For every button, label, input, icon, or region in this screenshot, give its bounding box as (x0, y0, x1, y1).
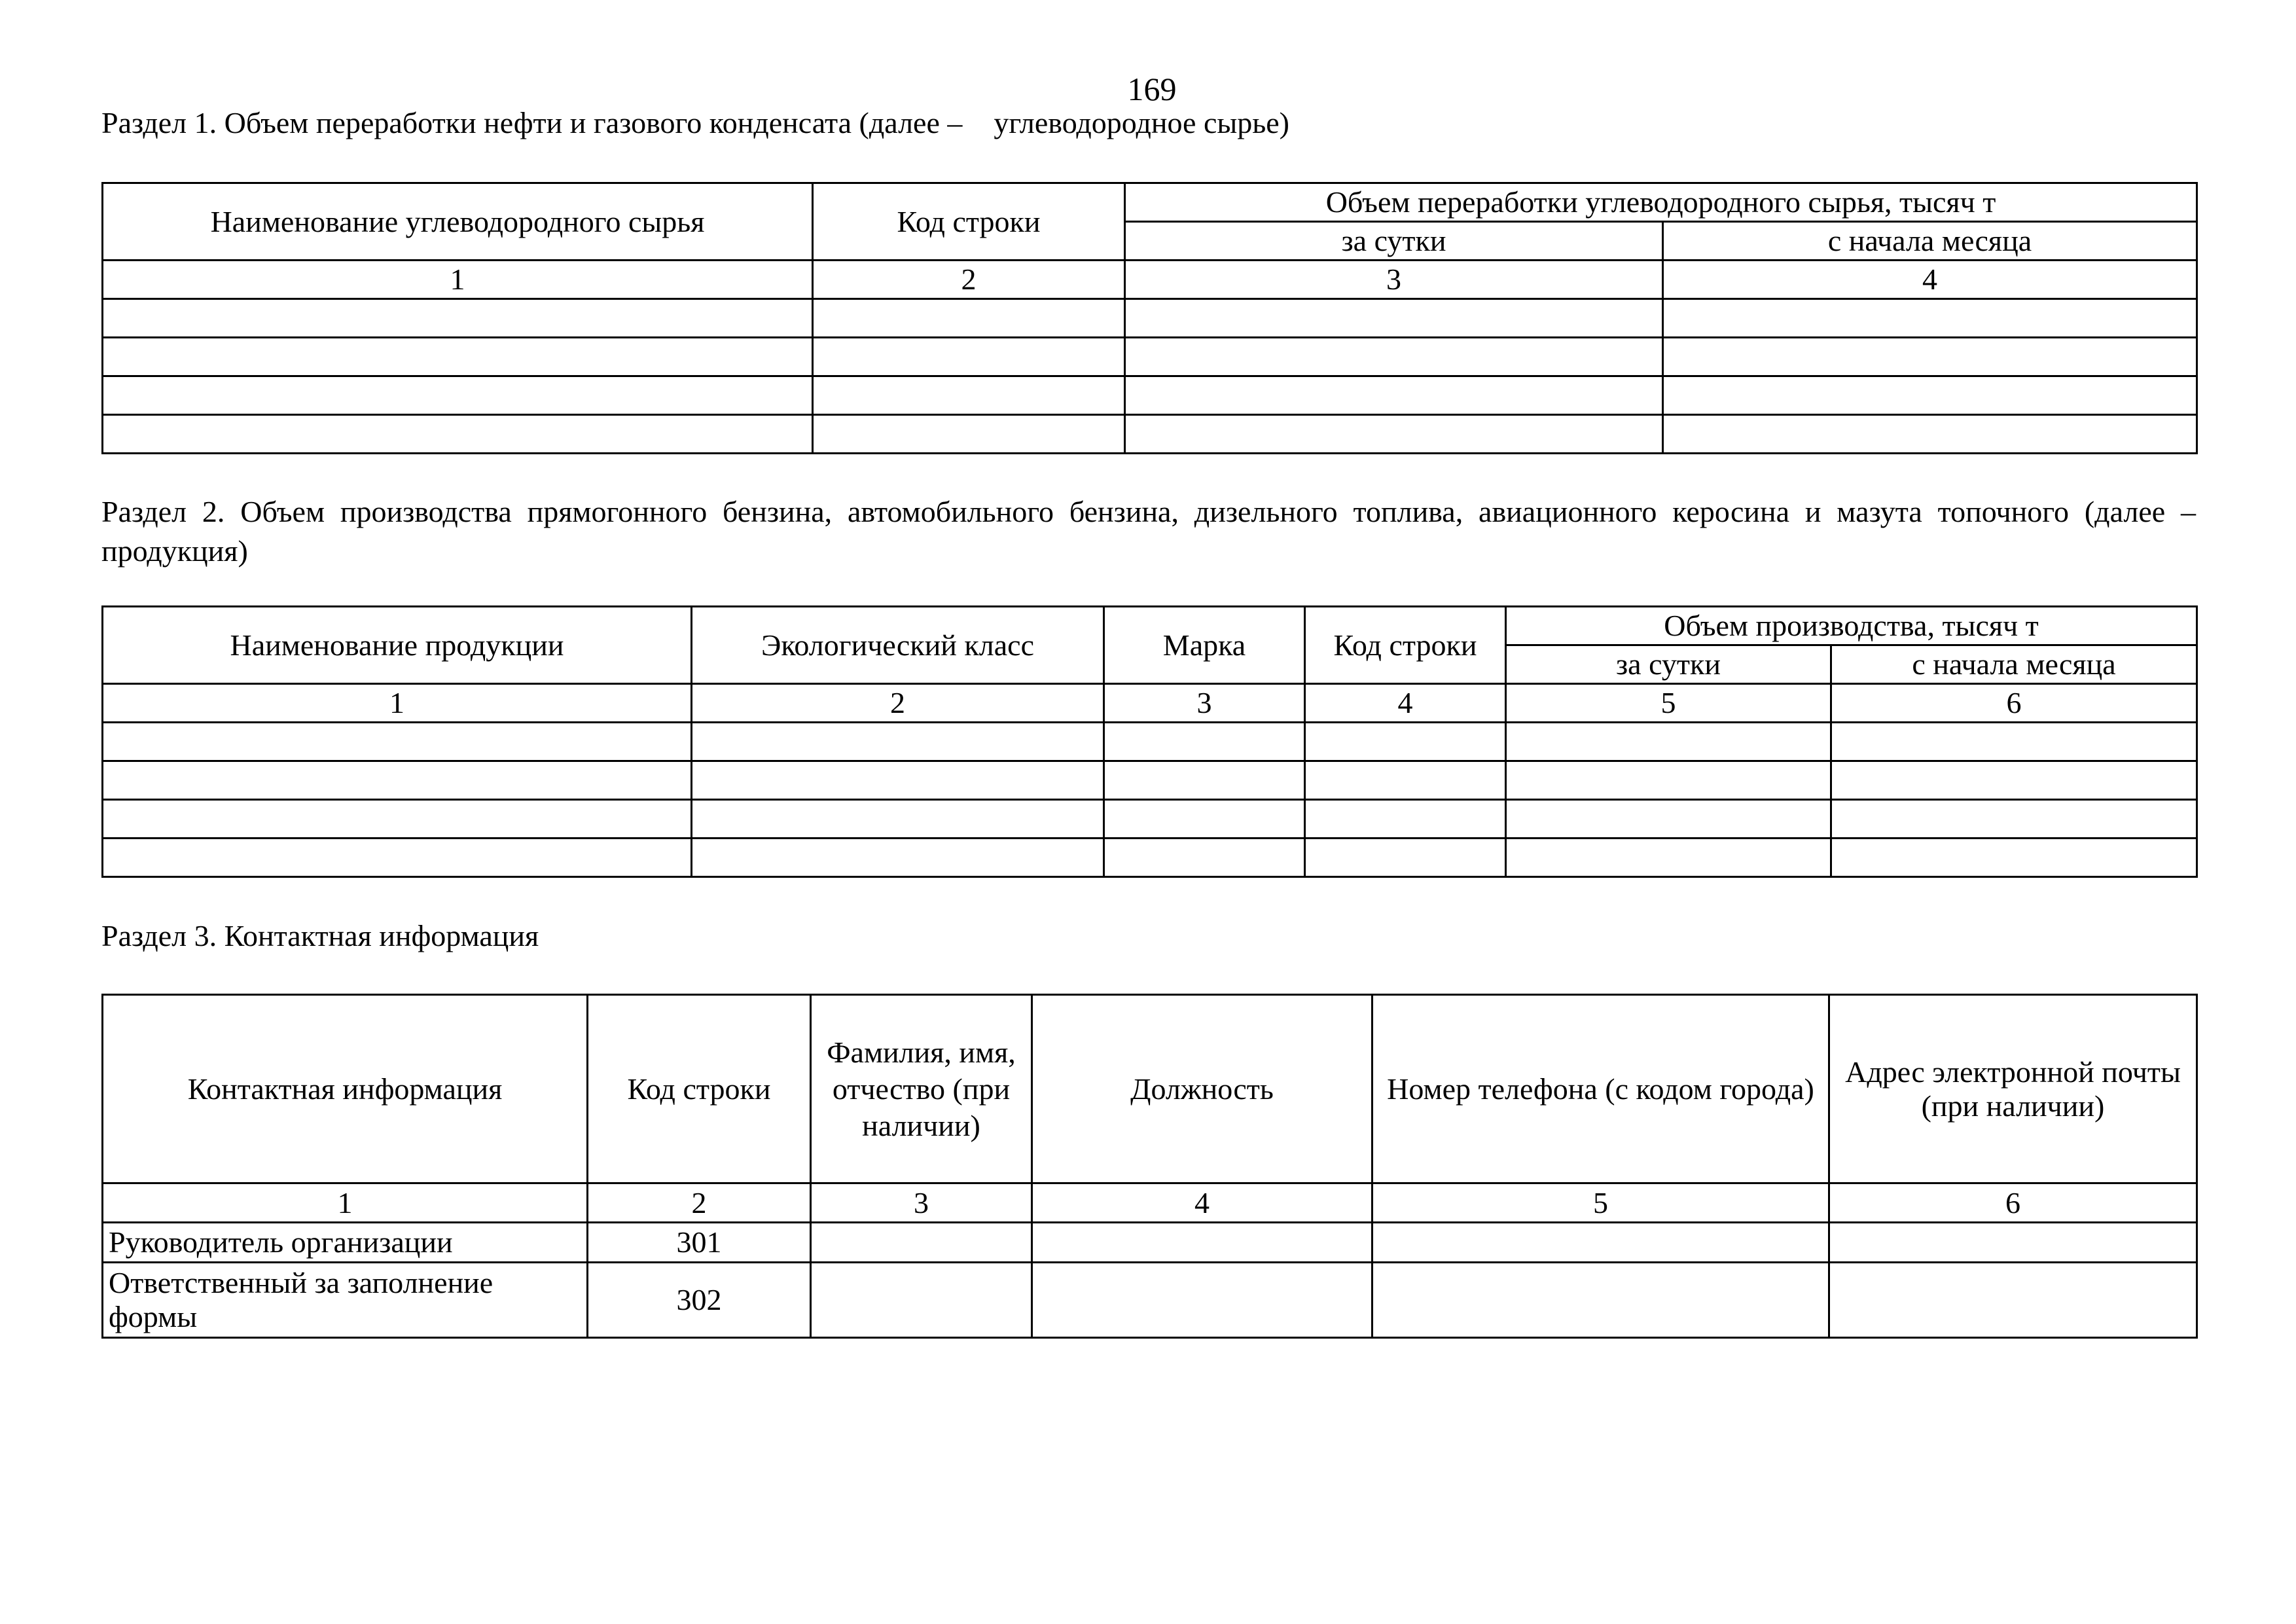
table-row (103, 338, 2197, 376)
column-number: 3 (1125, 261, 1663, 299)
column-number-row (103, 1183, 2197, 1223)
cell-full-name[interactable] (811, 1263, 1032, 1338)
header-email: Адрес электронной почты (при наличии) (1829, 995, 2197, 1183)
cell-email[interactable] (1829, 1263, 2197, 1338)
header-processing-volume: Объем переработки углеводородного сырья, тысяч т (1125, 183, 2197, 222)
column-number: 3 (811, 1183, 1032, 1223)
table-row (103, 800, 2197, 839)
cell-from-month-start[interactable] (1831, 723, 2197, 761)
cell-code[interactable] (813, 338, 1125, 376)
cell-per-day[interactable] (1125, 415, 1663, 454)
table-row (103, 1263, 2197, 1338)
column-number: 6 (1829, 1183, 2197, 1223)
table-row (103, 299, 2197, 338)
cell-email[interactable] (1829, 1223, 2197, 1263)
column-number: 2 (588, 1183, 811, 1223)
cell-from-month-start[interactable] (1831, 839, 2197, 877)
header-per-day: за сутки (1506, 645, 1831, 684)
cell-brand[interactable] (1104, 761, 1305, 800)
cell-code[interactable] (813, 376, 1125, 415)
cell-full-name[interactable] (811, 1223, 1032, 1263)
table-row (103, 723, 2197, 761)
column-number: 4 (1305, 684, 1506, 723)
cell-code[interactable] (1305, 839, 1506, 877)
cell-per-day[interactable] (1506, 800, 1831, 839)
cell-per-day[interactable] (1125, 299, 1663, 338)
table-row (103, 839, 2197, 877)
header-phone: Номер телефона (с кодом города) (1372, 995, 1829, 1183)
header-line-code: Код строки (1305, 607, 1506, 684)
cell-name[interactable] (103, 415, 813, 454)
column-number: 6 (1831, 684, 2197, 723)
table-row (103, 1223, 2197, 1263)
section-3-table (101, 994, 2198, 1339)
cell-from-month-start[interactable] (1831, 761, 2197, 800)
cell-eco-class[interactable] (692, 761, 1104, 800)
column-number-row (103, 684, 2197, 723)
cell-name[interactable] (103, 338, 813, 376)
header-full-name: Фамилия, имя, отчество (при наличии) (811, 995, 1032, 1183)
cell-per-day[interactable] (1125, 338, 1663, 376)
row-code: 302 (588, 1263, 811, 1338)
cell-product-name[interactable] (103, 839, 692, 877)
column-number: 2 (813, 261, 1125, 299)
cell-from-month-start[interactable] (1663, 299, 2197, 338)
cell-product-name[interactable] (103, 723, 692, 761)
column-number: 4 (1032, 1183, 1372, 1223)
cell-position[interactable] (1032, 1223, 1372, 1263)
header-from-month-start: с начала месяца (1831, 645, 2197, 684)
header-brand: Марка (1104, 607, 1305, 684)
cell-from-month-start[interactable] (1663, 415, 2197, 454)
cell-product-name[interactable] (103, 761, 692, 800)
column-number: 5 (1372, 1183, 1829, 1223)
cell-brand[interactable] (1104, 723, 1305, 761)
cell-brand[interactable] (1104, 839, 1305, 877)
header-from-month-start: с начала месяца (1663, 222, 2197, 261)
header-per-day: за сутки (1125, 222, 1663, 261)
header-contact-info: Контактная информация (103, 995, 588, 1183)
column-number: 4 (1663, 261, 2197, 299)
cell-code[interactable] (1305, 761, 1506, 800)
cell-code[interactable] (813, 415, 1125, 454)
row-label-head-of-organization: Руководитель организации (103, 1223, 588, 1263)
table-row (103, 415, 2197, 454)
cell-phone[interactable] (1372, 1263, 1829, 1338)
cell-phone[interactable] (1372, 1223, 1829, 1263)
table-row (103, 761, 2197, 800)
cell-eco-class[interactable] (692, 800, 1104, 839)
page-number: 169 (1127, 71, 1177, 107)
section-1-heading-left: Раздел 1. Объем переработки нефти и газового конденсата (далее – (101, 106, 963, 139)
column-number: 5 (1506, 684, 1831, 723)
column-number: 3 (1104, 684, 1305, 723)
header-eco-class: Экологический класс (692, 607, 1104, 684)
cell-from-month-start[interactable] (1831, 800, 2197, 839)
cell-name[interactable] (103, 299, 813, 338)
cell-from-month-start[interactable] (1663, 376, 2197, 415)
cell-eco-class[interactable] (692, 839, 1104, 877)
section-3-heading: Раздел 3. Контактная информация (101, 919, 539, 952)
header-raw-material-name: Наименование углеводородного сырья (103, 183, 813, 261)
cell-per-day[interactable] (1506, 723, 1831, 761)
cell-name[interactable] (103, 376, 813, 415)
section-1-table (101, 182, 2198, 454)
header-production-volume: Объем производства, тысяч т (1506, 607, 2197, 645)
header-product-name: Наименование продукции (103, 607, 692, 684)
column-number: 1 (103, 684, 692, 723)
cell-code[interactable] (1305, 723, 1506, 761)
section-2-heading: Раздел 2. Объем производства прямогонного бензина, автомобильного бензина, дизельного топлива, авиационного керосина и мазута топочного (далее – продукция) (101, 495, 2196, 568)
section-2-table (101, 605, 2198, 878)
header-line-code: Код строки (588, 995, 811, 1183)
cell-code[interactable] (1305, 800, 1506, 839)
column-number-row (103, 261, 2197, 299)
header-line-code: Код строки (813, 183, 1125, 261)
section-1-heading-right: углеводородное сырье) (994, 106, 1289, 139)
cell-product-name[interactable] (103, 800, 692, 839)
cell-brand[interactable] (1104, 800, 1305, 839)
cell-position[interactable] (1032, 1263, 1372, 1338)
section-1-heading (101, 103, 2196, 143)
cell-per-day[interactable] (1506, 761, 1831, 800)
column-number: 1 (103, 261, 813, 299)
table-row (103, 376, 2197, 415)
cell-eco-class[interactable] (692, 723, 1104, 761)
cell-code[interactable] (813, 299, 1125, 338)
row-label-responsible-person: Ответственный за заполнение формы (103, 1263, 588, 1338)
cell-from-month-start[interactable] (1663, 338, 2197, 376)
cell-per-day[interactable] (1506, 839, 1831, 877)
column-number: 2 (692, 684, 1104, 723)
row-code: 301 (588, 1223, 811, 1263)
column-number: 1 (103, 1183, 588, 1223)
cell-per-day[interactable] (1125, 376, 1663, 415)
header-position: Должность (1032, 995, 1372, 1183)
